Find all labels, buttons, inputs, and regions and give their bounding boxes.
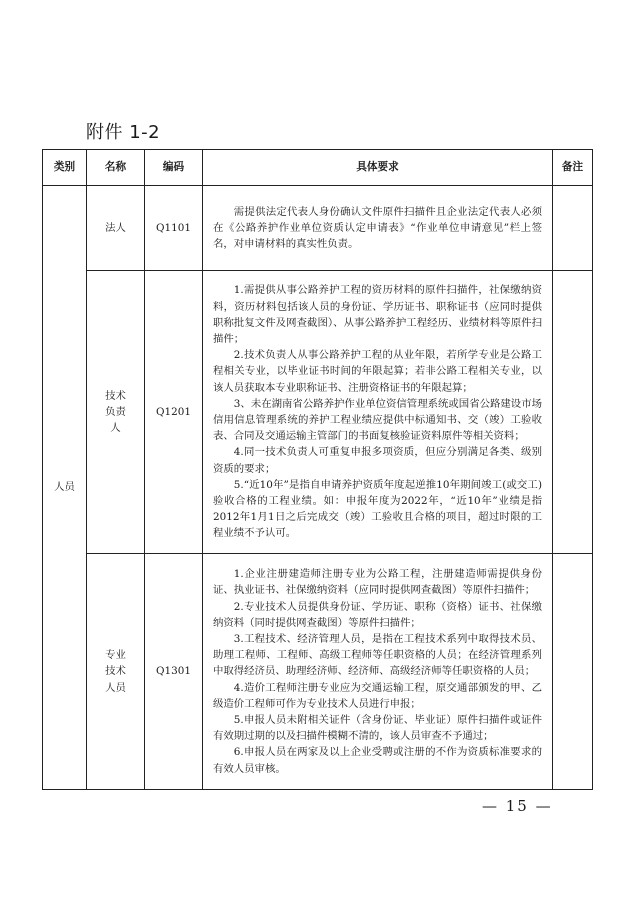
code-cell: Q1301 [145, 554, 203, 790]
name-cell: 法人 [87, 186, 145, 271]
note-cell [553, 554, 593, 790]
requirement-paragraph: 2.专业技术人员提供身份证、学历证、职称（资格）证书、社保缴纳资料（同时提供网查截图）等原件扫描件； [213, 600, 542, 629]
requirement-paragraph: 3.工程技术、经济管理人员，是指在工程技术系列中取得技术员、助理工程师、工程师、高级工程师等任职资格的人员；在经济管理系列中取得经济员、助理经济师、经济师、高级经济师等任职资格的人员； [213, 632, 542, 678]
table-row [43, 186, 593, 271]
requirement-paragraph: 2.技术负责人从事公路养护工程的从业年限，若所学专业是公路工程相关专业，以毕业证书时间的年限起算；若非公路工程相关专业，以该人员获取本专业职称证书、注册资格证书的年限起算； [213, 349, 542, 394]
page-number: — 15 — [482, 797, 553, 815]
attachment-heading: 附件 1-2 [86, 122, 161, 143]
requirement-paragraph: 1.需提供从事公路养护工程的资历材料的原件扫描件，社保缴纳资料，资历材料包括该人员的身份证、学历证书、职称证书（应同时提供职称批复文件及网查截图）、从事公路养护工程经历、业绩材料等原件扫描件； [213, 284, 542, 345]
requirement-paragraph: 需提供法定代表人身份确认文件原件扫描件且企业法定代表人必须在《公路养护作业单位资质认定申请表》“作业单位申请意见”栏上签名，对申请材料的真实性负责。 [213, 205, 542, 251]
note-cell [553, 186, 593, 271]
requirements-cell [203, 554, 553, 790]
name-cell: 专业技术人员 [87, 554, 145, 790]
name-cell: 技术负责人 [87, 271, 145, 554]
category-cell: 人员 [43, 186, 87, 790]
code-cell: Q1101 [145, 186, 203, 271]
table-row [43, 554, 593, 790]
requirement-paragraph: 5.“近10年”是指自申请养护资质年度起逆推10年期间竣工(或交工)验收合格的工程业绩。如：申报年度为2022年，“近10年”业绩是指2012年1月1日之后完成交（竣）工验收且合格的项目，超过时限的工程业绩不予认可。 [213, 478, 542, 540]
header-note: 备注 [553, 150, 593, 186]
header-name: 名称 [87, 150, 145, 186]
requirement-paragraph: 1.企业注册建造师注册专业为公路工程，注册建造师需提供身份证、执业证书、社保缴纳资料（应同时提供网查截图）等原件扫描件； [213, 568, 542, 597]
table-row [43, 271, 593, 554]
requirement-paragraph: 4.同一技术负责人可重复申报多项资质，但应分别满足各类、级别资质的要求； [213, 446, 542, 475]
code-cell: Q1201 [145, 271, 203, 554]
requirement-paragraph: 5.申报人员未附相关证件（含身份证、毕业证）原件扫描件或证件有效期过期的以及扫描件模糊不清的，该人员审查不予通过； [213, 714, 542, 743]
header-category: 类别 [43, 150, 87, 186]
requirements-cell [203, 186, 553, 271]
table-header-row [43, 150, 593, 186]
header-requirements: 具体要求 [203, 150, 553, 186]
requirement-paragraph: 4.造价工程师注册专业应为交通运输工程，原交通部颁发的甲、乙级造价工程师可作为专业技术人员进行申报； [213, 681, 542, 710]
requirement-paragraph: 6.申报人员在两家及以上企业受聘或注册的不作为资质标准要求的有效人员审核。 [213, 746, 542, 775]
requirements-cell [203, 271, 553, 554]
header-code: 编码 [145, 150, 203, 186]
requirement-paragraph: 3、未在湖南省公路养护作业单位资信管理系统或国省公路建设市场信用信息管理系统的养护工程业绩应提供中标通知书、交（竣）工验收表、合同及交通运输主管部门的书面复核验证资料原件等相关资料； [213, 397, 542, 443]
note-cell [553, 271, 593, 554]
requirements-table [42, 149, 593, 790]
